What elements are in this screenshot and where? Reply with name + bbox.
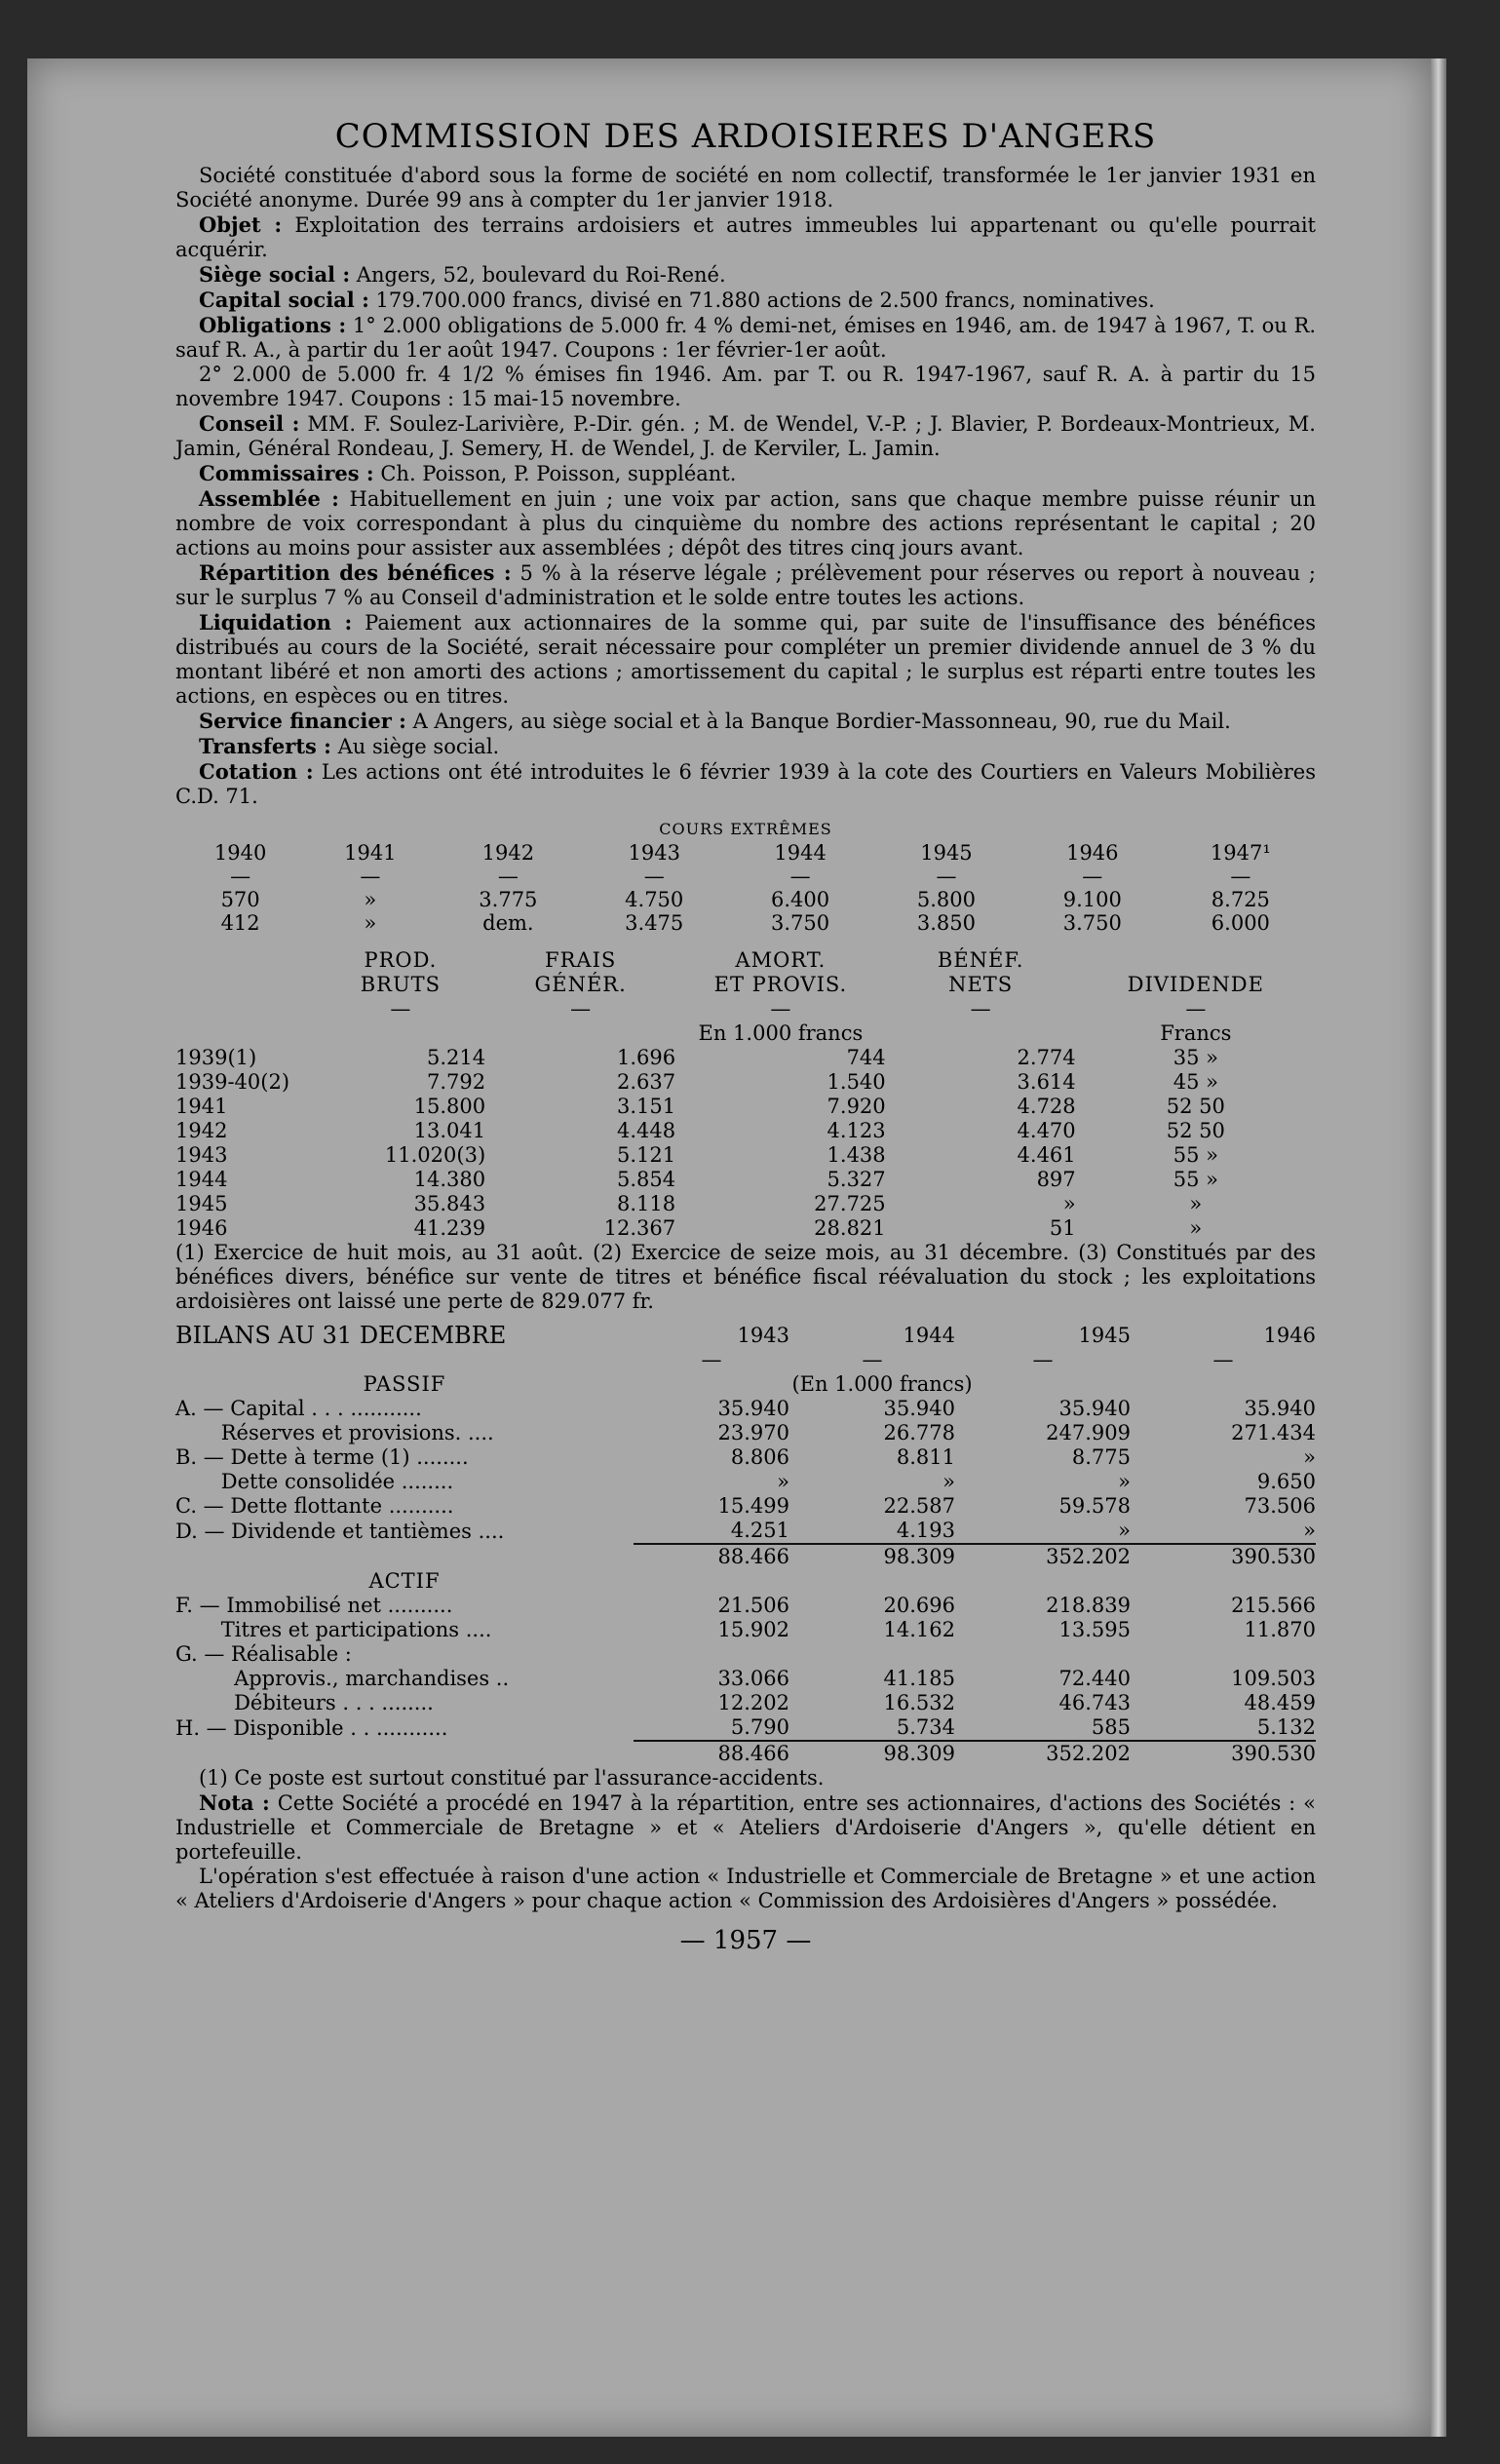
actif-cell: 15.902 [717, 1618, 789, 1641]
paragraph-text: Exploitation des terrains ardoisiers et autres immeubles lui appartenant ou qu'elle pourrait acquérir. [175, 213, 1316, 261]
results-cell: 1939-40(2) [175, 1070, 290, 1094]
info-paragraph [175, 560, 1316, 610]
cours-years-cell: 1942 [481, 841, 535, 865]
actif-cell: 215.566 [1231, 1594, 1316, 1617]
cours-years-cell: 1941 [344, 841, 397, 865]
bilans-unit: (En 1.000 francs) [791, 1372, 973, 1396]
actif-cell: 585 [1091, 1715, 1131, 1739]
cours-years-cell: 1945 [920, 841, 973, 865]
actif-cell: 21.506 [717, 1594, 789, 1617]
results-cell: 1.696 [617, 1046, 676, 1069]
bilans-year: 1945 [1078, 1324, 1131, 1347]
paragraph-text: Les actions ont été introduites le 6 février 1939 à la cote des Courtiers en Valeurs Mobilières C.D. 71. [175, 760, 1316, 808]
info-paragraph [175, 313, 1316, 363]
passif-label: PASSIF [363, 1372, 446, 1396]
actif-cell: H. — Disponible . . ........... [175, 1715, 448, 1740]
info-paragraphs [175, 212, 1316, 809]
passif-cell: 35.940 [883, 1397, 955, 1420]
passif-cell: Réserves et provisions. .... [175, 1421, 494, 1444]
results-cell: 3.151 [617, 1095, 676, 1118]
results-header-top: AMORT. [735, 948, 827, 972]
results-cell: 4.448 [617, 1119, 676, 1142]
results-cell: 1945 [175, 1192, 228, 1215]
results-cell: 4.123 [827, 1119, 886, 1142]
results-cell: 52 50 [1166, 1119, 1225, 1142]
passif-cell: 9.650 [1256, 1470, 1316, 1493]
results-header-top: PROD. [364, 948, 438, 972]
cours-dashes-cell: — [497, 865, 519, 888]
paragraph-label: Capital social : [199, 288, 369, 312]
paragraph-text: Ch. Poisson, P. Poisson, suppléant. [373, 462, 737, 485]
cours-high-cell: 570 [220, 888, 260, 911]
paragraph-text: 1° 2.000 obligations de 5.000 fr. 4 % demi-net, émises en 1946, am. de 1947 à 1967, T. ou R. sauf R. A., à partir du 1er août 1947. Coupons : 1er février-1er août. [175, 314, 1316, 362]
passif-cell: 59.578 [1058, 1494, 1131, 1518]
results-row [175, 1192, 1316, 1216]
results-cell: 11.020(3) [384, 1143, 486, 1167]
passif-cell: 15.499 [717, 1494, 789, 1518]
actif-cell [634, 1642, 789, 1667]
results-cell: 7.792 [427, 1070, 486, 1094]
passif-cell: 8.806 [730, 1445, 789, 1469]
cours-dashes-cell: — [789, 865, 811, 888]
bilans-table: BILANS AU 31 DECEMBRE 1943 1944 1945 1946 — — — — PASSIF (En 1.000 francs) A. — Capital . . . ........... 35.940 35.940 35.940 35.940 Réserves et provisions. .... 23.970 26.778 247.909 271.434 B. — Dette à terme (1) ........ 8.806 8.811 8.775 » Dette consolidée ........ » » » 9.650 C. — Dette flottante .......... 15.499 22.587 59.578 73.506 D. — Dividende et tantièmes .... 4.251 4.193 » » 88.466 98.309 352.202 390.530 ACTIF F. — Immobilisé net .......... 21.506 20.696 218.839 215.566 Titres et participations .... 15.902 14.162 13.595 11.870 G. — Réalisable : Approvis., marchandises .. 33.066 41.185 72.440 109.503 Débiteurs . . . ........ 12.202 16.532 46.743 48.459 H. — Disponible . . ........... 5.790 5.734 585 5.132 88.466 98.309 352.202 390.530 [175, 1322, 1316, 1765]
actif-row [175, 1691, 1316, 1715]
results-cell: 1946 [175, 1216, 228, 1240]
results-row [175, 1070, 1316, 1095]
results-row [175, 1119, 1316, 1143]
passif-cell: » [1303, 1445, 1316, 1469]
cours-years-cell: 1944 [774, 841, 827, 865]
passif-cell: 4.251 [730, 1519, 789, 1542]
results-cell: 51 [1049, 1216, 1076, 1240]
bilans-year: 1946 [1263, 1324, 1316, 1347]
passif-cell: » [1118, 1519, 1131, 1542]
info-paragraph [175, 363, 1316, 411]
cours-heading: COURS EXTRÊMES [659, 820, 832, 838]
passif-row [175, 1421, 1316, 1445]
info-paragraph [175, 411, 1316, 461]
info-paragraph [175, 610, 1316, 709]
cours-years-cell: 1943 [628, 841, 680, 865]
nota-label: Nota : [199, 1790, 270, 1815]
results-header-bottom: DIVIDENDE [1127, 973, 1264, 996]
paragraph-text: 5 % à la réserve légale ; prélèvement pour réserves ou report à nouveau ; sur le surplus 7 % au Conseil d'administration et le solde entre toutes les actions. [175, 561, 1316, 609]
actif-cell: 20.696 [883, 1594, 955, 1617]
passif-row [175, 1397, 1316, 1421]
paragraph-label: Conseil : [199, 411, 300, 436]
results-cell: 5.121 [617, 1143, 676, 1167]
results-cell: 3.614 [1017, 1070, 1076, 1094]
actif-cell [955, 1642, 1131, 1667]
passif-cell: A. — Capital . . . ........... [175, 1397, 422, 1420]
passif-cell: D. — Dividende et tantièmes .... [175, 1519, 505, 1543]
paragraph-label: Commissaires : [199, 461, 374, 485]
info-paragraph [175, 262, 1316, 288]
passif-cell: 23.970 [717, 1421, 789, 1444]
results-cell: 8.118 [617, 1192, 676, 1215]
cours-low-cell: » [364, 911, 377, 935]
results-header-top: FRAIS [545, 948, 617, 972]
actif-cell: 16.532 [883, 1691, 955, 1714]
bilans-title: BILANS AU 31 DECEMBRE [175, 1322, 507, 1349]
results-table: PROD. FRAIS AMORT. BÉNÉF. BRUTS GÉNÉR. ET PROVIS. NETS DIVIDENDE — — — — — En 1.000 francs Francs 1939(1) 5.214 1.696 744 2.774 35 » 1939-40(2) 7.792 2.637 1.540 3.614 45 » 1941 15.800 3.151 7.920 4.728 52 50 1942 13.041 4.448 4.123 4.470 52 50 1943 11.020(3) 5.121 1.438 4.461 55 » 1944 14.380 5.854 5.327 897 55 » 1945 35.843 8.118 27.725 » » 1946 41.239 12.367 28.821 51 » [175, 948, 1316, 1241]
paragraph-text: Habituellement en juin ; une voix par action, sans que chaque membre puisse réunir un nombre de voix correspondant à plus du cinquième du nombre des actions représentant le capital ; 20 actions au moins pour assister aux assemblées ; dépôt des titres cinq jours avant. [175, 487, 1317, 559]
actif-cell [789, 1642, 955, 1667]
bilans-year: 1944 [903, 1324, 955, 1347]
passif-cell: 247.909 [1046, 1421, 1131, 1444]
info-paragraph [175, 212, 1316, 262]
actif_total-cell: 88.466 [634, 1741, 789, 1766]
results-cell: 1943 [175, 1143, 228, 1167]
info-paragraph [175, 461, 1316, 486]
actif-cell: 72.440 [1058, 1667, 1131, 1690]
actif-cell: 41.185 [883, 1667, 955, 1690]
cours-low-cell: 412 [220, 911, 260, 935]
passif_total-cell: 98.309 [789, 1544, 955, 1569]
intro-paragraph: Société constituée d'abord sous la forme de société en nom collectif, transformée le 1er janvier 1931 en Société anonyme. Durée 99 ans à compter du 1er janvier 1918. [175, 164, 1316, 212]
page-number: — 1957 — [679, 1926, 812, 1955]
passif-cell: 73.506 [1244, 1494, 1316, 1518]
passif-cell: 26.778 [883, 1421, 955, 1444]
results-cell: 15.800 [413, 1095, 486, 1118]
results-cell: 5.214 [427, 1046, 486, 1069]
paragraph-text: 2° 2.000 de 5.000 fr. 4 1/2 % émises fin 1946. Am. par T. ou R. 1947-1967, sauf R. A. à partir du 15 novembre 1947. Coupons : 15 mai-15 novembre. [175, 363, 1316, 410]
results-row [175, 1216, 1316, 1241]
results-unit-right: Francs [1160, 1021, 1232, 1045]
results-cell: » [1189, 1192, 1203, 1215]
results-cell: 1942 [175, 1119, 228, 1142]
results-cell: 45 » [1173, 1070, 1218, 1094]
book-spine [1431, 58, 1446, 2437]
paragraph-label: Service financier : [199, 709, 406, 733]
results-header-bottom: BRUTS [360, 973, 442, 996]
passif-cell: » [1303, 1519, 1316, 1542]
actif-row [175, 1715, 1316, 1741]
results-cell: 55 » [1173, 1168, 1218, 1191]
nota-text: Cette Société a procédé en 1947 à la répartition, entre ses actionnaires, d'actions des Sociétés : « Industrielle et Commerciale de Bretagne » et « Ateliers d'Ardoiserie d'Angers », qu'elle détient en portefeuille. [175, 1791, 1316, 1864]
results-cell: 12.367 [603, 1216, 676, 1240]
passif-cell: Dette consolidée ........ [175, 1470, 454, 1493]
paragraph-text: A Angers, au siège social et à la Banque Bordier-Massonneau, 90, rue du Mail. [405, 710, 1231, 733]
paragraph-label: Transferts : [199, 734, 331, 758]
results-cell: 744 [846, 1046, 886, 1069]
cours-high-cell: 4.750 [625, 888, 684, 911]
results-cell: 4.470 [1017, 1119, 1076, 1142]
results-cell: 2.774 [1017, 1046, 1076, 1069]
cours-low-cell: 3.750 [1062, 911, 1122, 935]
paragraph-text: Paiement aux actionnaires de la somme qui, par suite de l'insuffisance des bénéfices distribués au cours de la Société, serait nécessaire pour compléter un premier dividende annuel de 3 % du montant libéré et non amorti des actions ; amortissement du capital ; le surplus est réparti entre toutes les actions, en espèces ou en titres. [175, 611, 1316, 708]
results-header-top: BÉNÉF. [937, 948, 1024, 972]
passif-cell: » [942, 1470, 955, 1493]
paragraph-label: Siège social : [199, 262, 351, 287]
actif-cell: 46.743 [1058, 1691, 1131, 1714]
passif_total-cell: 352.202 [955, 1544, 1131, 1569]
actif-cell: 5.132 [1256, 1715, 1316, 1739]
actif-row [175, 1642, 1316, 1667]
actif-cell: Approvis., marchandises .. [175, 1667, 510, 1690]
paragraph-text: Au siège social. [330, 735, 500, 758]
results-header-bottom: ET PROVIS. [713, 973, 848, 996]
actif-cell: Débiteurs . . . ........ [175, 1691, 434, 1714]
total-spacer [175, 1741, 634, 1766]
passif_total-cell: 390.530 [1131, 1544, 1316, 1569]
paragraph-text: 179.700.000 francs, divisé en 71.880 actions de 2.500 francs, nominatives. [368, 289, 1155, 312]
total-spacer [175, 1544, 634, 1569]
paragraph-label: Obligations : [199, 313, 347, 337]
results-cell: 14.380 [413, 1168, 486, 1191]
cours-low-cell: dem. [482, 911, 534, 935]
cours-dashes-cell: — [1082, 865, 1103, 888]
passif-cell: 4.193 [896, 1519, 955, 1542]
results-cell: 13.041 [413, 1119, 486, 1142]
footnote: (1) Ce poste est surtout constitué par l'assurance-accidents. [199, 1766, 825, 1790]
results-cell: 35 » [1173, 1046, 1218, 1069]
page-title: COMMISSION DES ARDOISIERES D'ANGERS [334, 117, 1157, 156]
bilans-year: 1943 [737, 1324, 789, 1347]
bilans-section [175, 1324, 1316, 1766]
actif-cell: 11.870 [1244, 1618, 1316, 1641]
actif-cell: 109.503 [1231, 1667, 1316, 1690]
cours-dashes-cell: — [230, 865, 251, 888]
cours-low-cell: 6.000 [1211, 911, 1270, 935]
actif-cell: 48.459 [1244, 1691, 1316, 1714]
results-section [175, 948, 1316, 1314]
info-paragraph [175, 709, 1316, 734]
cours-high-cell: 8.725 [1211, 888, 1270, 911]
passif-row [175, 1470, 1316, 1494]
actif-cell: 5.734 [896, 1715, 955, 1739]
actif-cell: 12.202 [717, 1691, 789, 1714]
results-cell: 4.728 [1017, 1095, 1076, 1118]
info-paragraph [175, 734, 1316, 759]
cours-dashes-cell: — [360, 865, 381, 888]
cours-dashes-cell: — [1230, 865, 1251, 888]
passif-cell: B. — Dette à terme (1) ........ [175, 1445, 469, 1469]
info-paragraph [175, 288, 1316, 313]
actif-cell: 218.839 [1046, 1594, 1131, 1617]
passif-row [175, 1445, 1316, 1470]
results-row [175, 1143, 1316, 1168]
passif-cell: 35.940 [1058, 1397, 1131, 1420]
paragraph-label: Cotation : [199, 759, 314, 784]
results-row [175, 1046, 1316, 1070]
actif-label: ACTIF [368, 1569, 441, 1593]
results-header-bottom: NETS [948, 973, 1014, 996]
cours-low-cell: 3.475 [625, 911, 684, 935]
actif-cell: 5.790 [730, 1715, 789, 1739]
results-row [175, 1095, 1316, 1119]
cours-years-cell: 1940 [213, 841, 267, 865]
results-cell: 1.540 [827, 1070, 886, 1094]
results-header-top [175, 948, 316, 973]
passif-row [175, 1519, 1316, 1544]
results-cell: 1.438 [827, 1143, 886, 1167]
passif-cell: » [777, 1470, 789, 1493]
results-header-bottom: GÉNÉR. [534, 973, 627, 996]
results-cell: » [1189, 1216, 1203, 1240]
actif_total-cell: 352.202 [955, 1741, 1131, 1766]
cours-high-cell: 3.775 [479, 888, 538, 911]
passif-cell: C. — Dette flottante .......... [175, 1494, 454, 1518]
cours-extremes [175, 817, 1316, 935]
results-header-bottom [175, 973, 316, 997]
results-cell: 1941 [175, 1095, 228, 1118]
results-cell: 4.461 [1017, 1143, 1076, 1167]
passif-cell: 35.940 [717, 1397, 789, 1420]
cours-years-cell: 1946 [1066, 841, 1119, 865]
results-cell: 5.327 [827, 1168, 886, 1191]
results-cell: 1939(1) [175, 1046, 257, 1069]
passif-cell: 22.587 [883, 1494, 955, 1518]
results-cell: 28.821 [814, 1216, 886, 1240]
actif-cell: 13.595 [1058, 1618, 1131, 1641]
cours-low-cell: 3.750 [771, 911, 830, 935]
results-cell: 35.843 [413, 1192, 486, 1215]
cours-years-cell: 1947¹ [1210, 841, 1271, 865]
results-row [175, 1168, 1316, 1192]
cours-high-cell: 6.400 [771, 888, 830, 911]
actif-row [175, 1594, 1316, 1618]
passif-row [175, 1494, 1316, 1519]
cours-high-cell: 9.100 [1062, 888, 1122, 911]
nota2-paragraph: L'opération s'est effectuée à raison d'une action « Industrielle et Commerciale de Bretagne » et une action « Ateliers d'Ardoiserie d'Angers » pour chaque action « Commission des Ardoisières d'Angers » possédée. [175, 1865, 1316, 1912]
passif-cell: 8.811 [896, 1445, 955, 1469]
paragraph-text: Angers, 52, boulevard du Roi-René. [350, 263, 726, 287]
cours-high-cell: 5.800 [916, 888, 976, 911]
results-cell: 1944 [175, 1168, 228, 1191]
passif-cell: 35.940 [1244, 1397, 1316, 1420]
actif-cell: G. — Réalisable : [175, 1642, 352, 1666]
results-cell: 27.725 [814, 1192, 886, 1215]
results-cell: » [1062, 1192, 1076, 1215]
actif-cell: Titres et participations .... [175, 1618, 492, 1641]
cours-low-cell: 3.850 [916, 911, 976, 935]
actif-row [175, 1618, 1316, 1642]
paragraph-label: Assemblée : [199, 486, 339, 511]
nota-paragraph [175, 1790, 1316, 1865]
info-paragraph [175, 759, 1316, 809]
paragraph-label: Objet : [199, 212, 283, 237]
paragraph-label: Répartition des bénéfices : [199, 560, 512, 585]
actif-row [175, 1667, 1316, 1691]
passif-cell: » [1118, 1470, 1131, 1493]
cours-table [175, 841, 1316, 935]
results-cell: 5.854 [617, 1168, 676, 1191]
results-cell: 41.239 [413, 1216, 486, 1240]
passif-cell: 8.775 [1071, 1445, 1131, 1469]
passif_total-cell: 88.466 [634, 1544, 789, 1569]
results-header-top [1076, 948, 1316, 973]
actif-cell: F. — Immobilisé net .......... [175, 1594, 453, 1617]
results-cell: 2.637 [617, 1070, 676, 1094]
results-cell: 55 » [1173, 1143, 1218, 1167]
paragraph-text: MM. F. Soulez-Larivière, P.-Dir. gén. ; M. de Wendel, V.-P. ; J. Blavier, P. Bordeaux-Montrieux, M. Jamin, Général Rondeau, J. Semery, H. de Wendel, J. de Kerviler, L. Jamin. [175, 412, 1316, 460]
info-paragraph [175, 486, 1316, 560]
results-notes: (1) Exercice de huit mois, au 31 août. (2) Exercice de seize mois, au 31 décembre. (3) Constitués par des bénéfices divers, bénéfice sur vente de titres et bénéfice fiscal réévaluation du stock ; les exploitations ardoisières ont laissé une perte de 829.077 fr. [175, 1241, 1316, 1313]
results-cell: 7.920 [827, 1095, 886, 1118]
cours-high-cell: » [364, 888, 377, 911]
page-content [175, 117, 1316, 1953]
actif-cell: 14.162 [883, 1618, 955, 1641]
results-cell: 52 50 [1166, 1095, 1225, 1118]
cours-dashes-cell: — [936, 865, 957, 888]
results-cell: 897 [1036, 1168, 1076, 1191]
actif_total-cell: 390.530 [1131, 1741, 1316, 1766]
actif_total-cell: 98.309 [789, 1741, 955, 1766]
actif-cell [1131, 1642, 1316, 1667]
cours-dashes-cell: — [643, 865, 665, 888]
passif-cell: 271.434 [1231, 1421, 1316, 1444]
actif-cell: 33.066 [717, 1667, 789, 1690]
paragraph-label: Liquidation : [199, 610, 353, 635]
results-unit: En 1.000 francs [698, 1021, 864, 1045]
